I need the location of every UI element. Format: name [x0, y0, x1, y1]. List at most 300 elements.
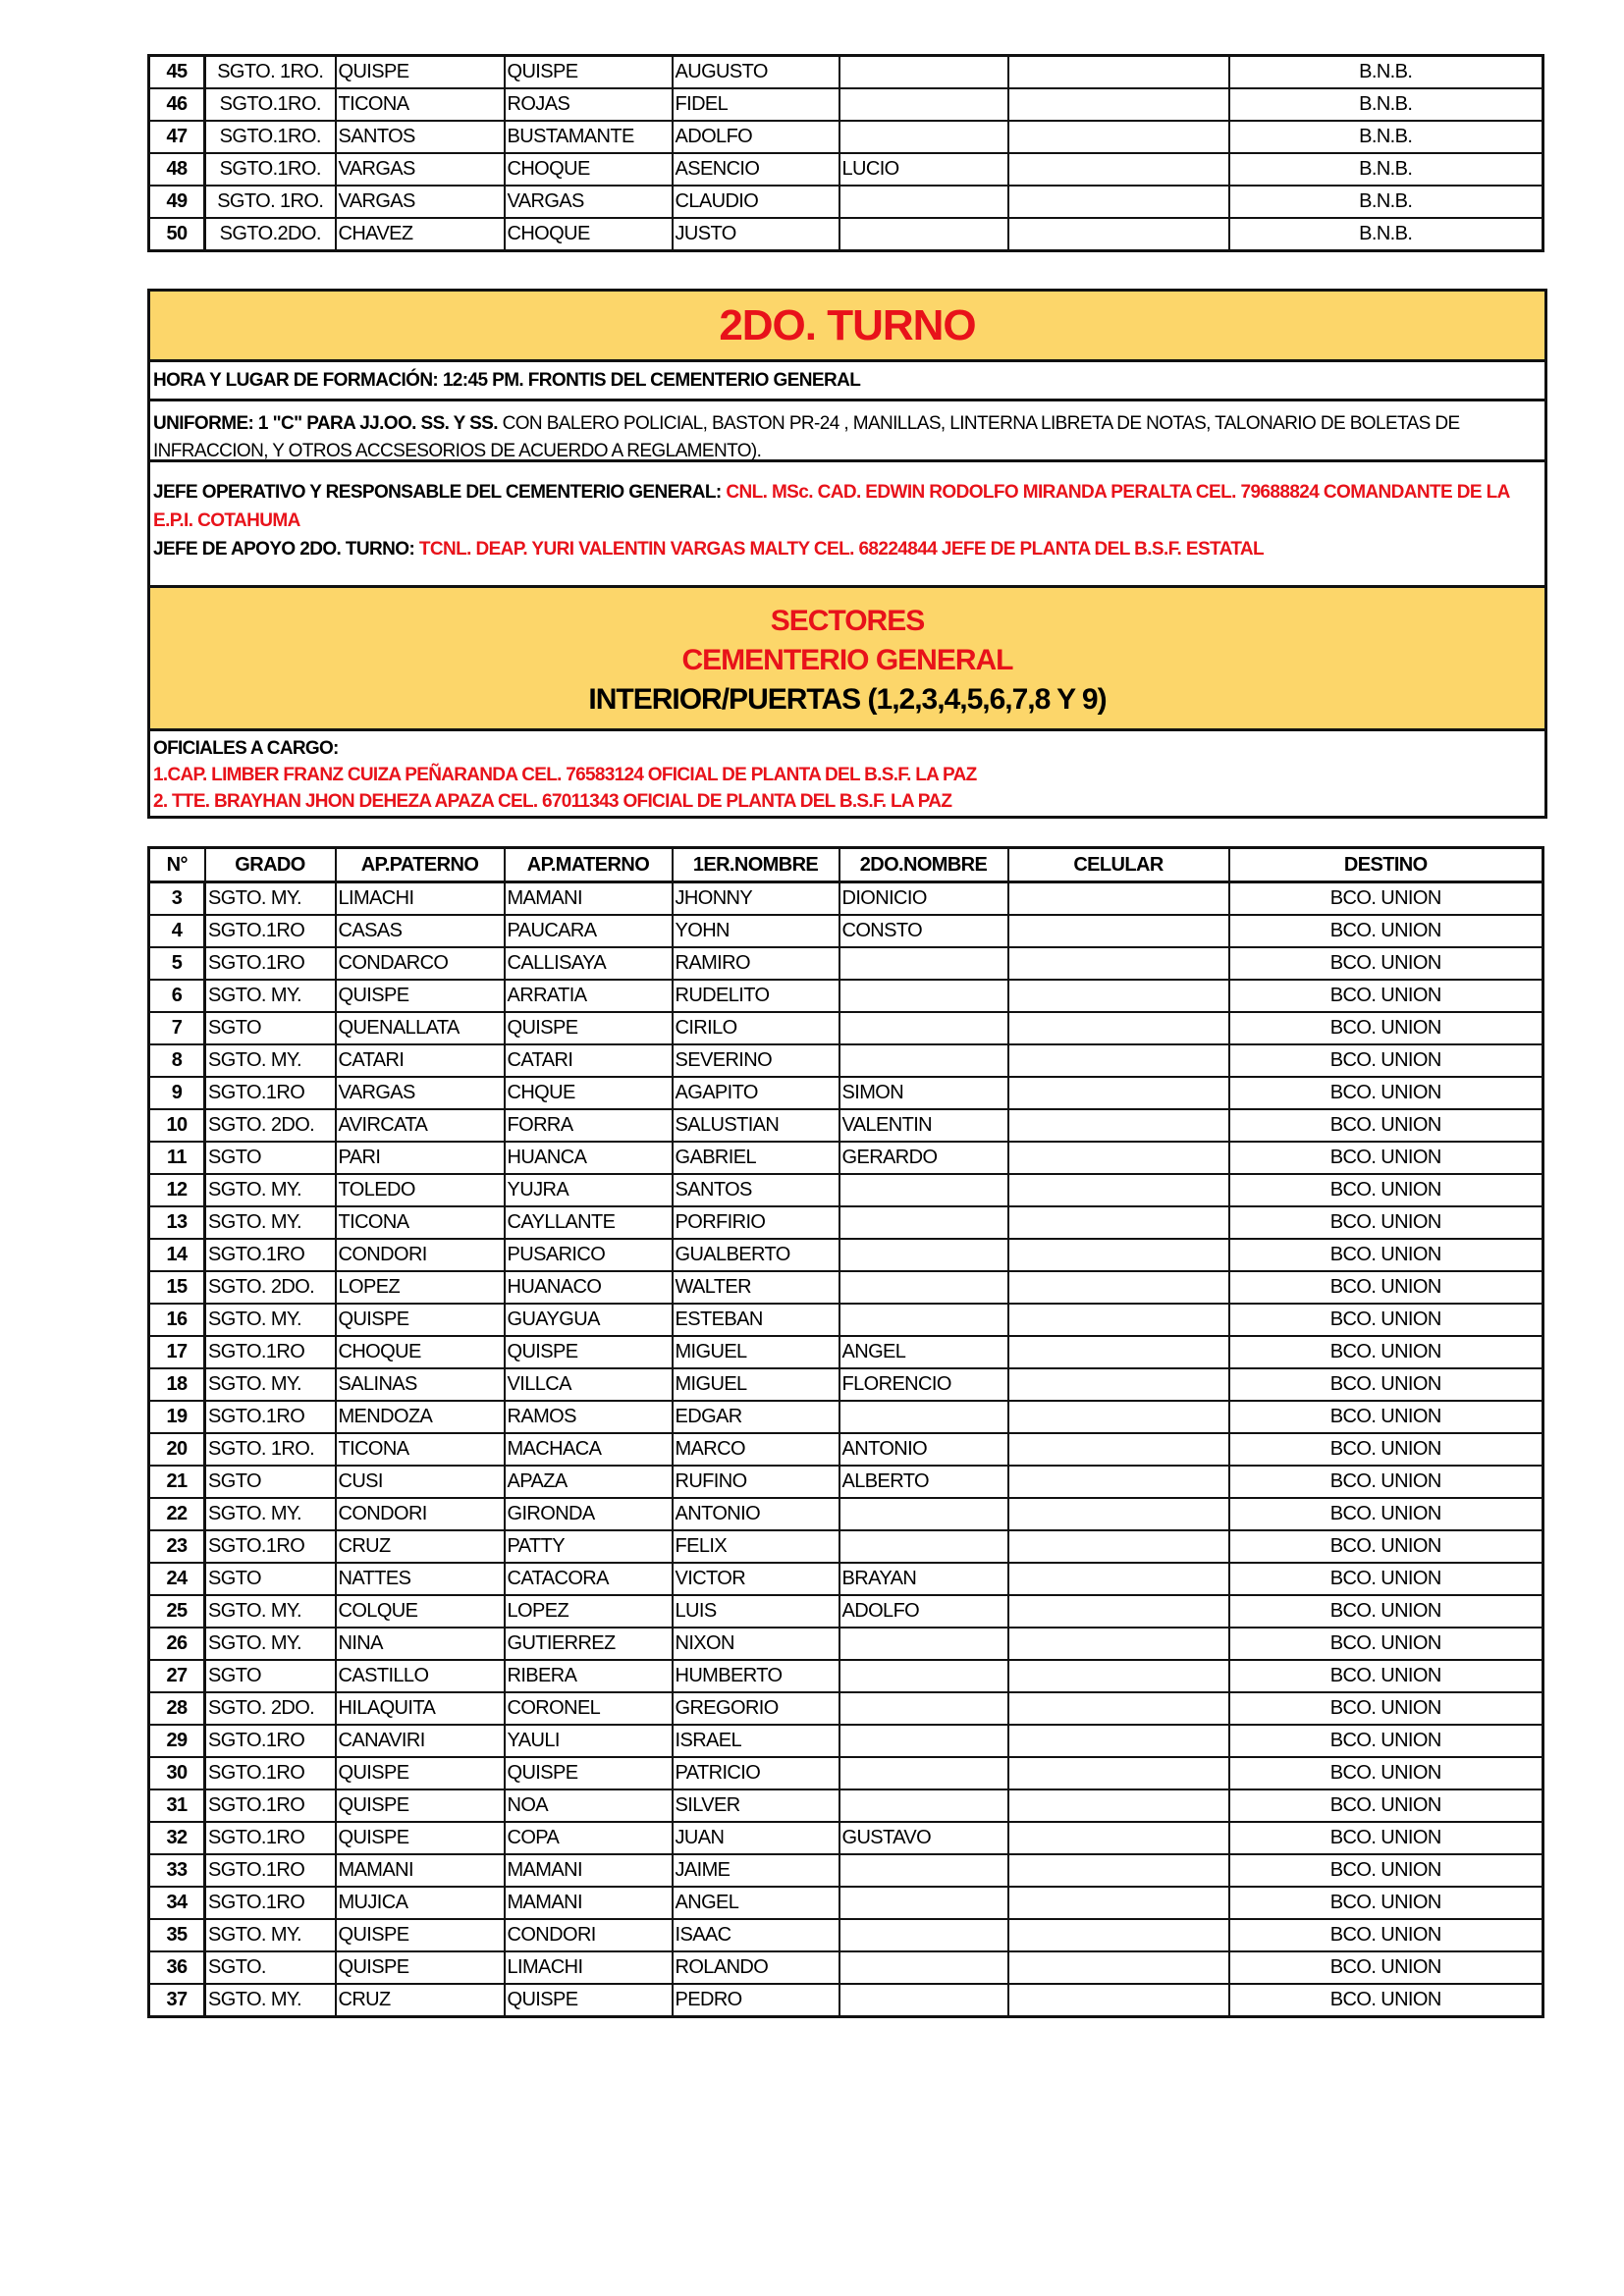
- second-name-cell: VALENTIN: [839, 1109, 1008, 1142]
- formation-time-place: HORA Y LUGAR DE FORMACIÓN: 12:45 PM. FRONTIS DEL CEMENTERIO GENERAL: [150, 362, 1544, 401]
- first-name-cell: YOHN: [673, 915, 839, 947]
- cellphone-cell: [1008, 1628, 1229, 1660]
- first-name-cell: SEVERINO: [673, 1044, 839, 1077]
- paternal-surname-cell: QUISPE: [336, 1951, 505, 1984]
- header-maternal-surname: AP.MATERNO: [505, 848, 673, 882]
- paternal-surname-cell: QUISPE: [336, 1789, 505, 1822]
- cellphone-cell: [1008, 915, 1229, 947]
- uniform-label: UNIFORME: 1 "C" PARA JJ.OO. SS. Y SS.: [153, 413, 498, 434]
- paternal-surname-cell: TOLEDO: [336, 1174, 505, 1206]
- destination-cell: B.N.B.: [1229, 218, 1543, 251]
- table-row: [149, 1789, 1543, 1822]
- second-name-cell: [839, 1660, 1008, 1692]
- first-name-cell: ISRAEL: [673, 1725, 839, 1757]
- grade-cell: SGTO.1RO: [205, 1336, 336, 1368]
- maternal-surname-cell: CORONEL: [505, 1692, 673, 1725]
- support-chief-label: JEFE DE APOYO 2DO. TURNO:: [153, 539, 419, 560]
- maternal-surname-cell: APAZA: [505, 1466, 673, 1498]
- header-first-name: 1ER.NOMBRE: [673, 848, 839, 882]
- maternal-surname-cell: VARGAS: [505, 186, 673, 218]
- table-row: [149, 1368, 1543, 1401]
- cellphone-cell: [1008, 1142, 1229, 1174]
- first-name-cell: ANGEL: [673, 1887, 839, 1919]
- row-number: 23: [149, 1530, 205, 1563]
- row-number: 37: [149, 1984, 205, 2017]
- first-name-cell: MARCO: [673, 1433, 839, 1466]
- maternal-surname-cell: CONDORI: [505, 1919, 673, 1951]
- cellphone-cell: [1008, 1336, 1229, 1368]
- row-number: 47: [149, 121, 205, 153]
- first-name-cell: GUALBERTO: [673, 1239, 839, 1271]
- grade-cell: SGTO. 1RO.: [205, 56, 336, 89]
- maternal-surname-cell: RAMOS: [505, 1401, 673, 1433]
- sector-name: CEMENTERIO GENERAL: [681, 644, 1013, 676]
- grade-cell: SGTO: [205, 1142, 336, 1174]
- table-row: [149, 1595, 1543, 1628]
- first-name-cell: GREGORIO: [673, 1692, 839, 1725]
- paternal-surname-cell: MENDOZA: [336, 1401, 505, 1433]
- cellphone-cell: [1008, 882, 1229, 916]
- table-row: [149, 980, 1543, 1012]
- table-row: [149, 186, 1543, 218]
- row-number: 35: [149, 1919, 205, 1951]
- grade-cell: SGTO.1RO: [205, 915, 336, 947]
- second-name-cell: [839, 56, 1008, 89]
- second-name-cell: [839, 1012, 1008, 1044]
- destination-cell: BCO. UNION: [1229, 1142, 1543, 1174]
- destination-cell: BCO. UNION: [1229, 1951, 1543, 1984]
- row-number: 20: [149, 1433, 205, 1466]
- cellphone-cell: [1008, 1401, 1229, 1433]
- first-name-cell: PATRICIO: [673, 1757, 839, 1789]
- table-row: [149, 1271, 1543, 1304]
- paternal-surname-cell: CONDORI: [336, 1239, 505, 1271]
- destination-cell: BCO. UNION: [1229, 915, 1543, 947]
- destination-cell: BCO. UNION: [1229, 1628, 1543, 1660]
- maternal-surname-cell: RIBERA: [505, 1660, 673, 1692]
- officers-in-charge: [150, 731, 1544, 819]
- grade-cell: SGTO.2DO.: [205, 218, 336, 251]
- cellphone-cell: [1008, 1174, 1229, 1206]
- destination-cell: B.N.B.: [1229, 56, 1543, 89]
- row-number: 33: [149, 1854, 205, 1887]
- destination-cell: BCO. UNION: [1229, 1368, 1543, 1401]
- destination-cell: BCO. UNION: [1229, 1336, 1543, 1368]
- grade-cell: SGTO.1RO: [205, 947, 336, 980]
- cellphone-cell: [1008, 1789, 1229, 1822]
- paternal-surname-cell: CRUZ: [336, 1530, 505, 1563]
- header-number: N°: [149, 848, 205, 882]
- row-number: 5: [149, 947, 205, 980]
- maternal-surname-cell: CALLISAYA: [505, 947, 673, 980]
- grade-cell: SGTO. 2DO.: [205, 1692, 336, 1725]
- second-name-cell: FLORENCIO: [839, 1368, 1008, 1401]
- first-name-cell: HUMBERTO: [673, 1660, 839, 1692]
- paternal-surname-cell: CANAVIRI: [336, 1725, 505, 1757]
- paternal-surname-cell: NINA: [336, 1628, 505, 1660]
- paternal-surname-cell: CHOQUE: [336, 1336, 505, 1368]
- maternal-surname-cell: BUSTAMANTE: [505, 121, 673, 153]
- shift-title: 2DO. TURNO: [150, 292, 1544, 362]
- paternal-surname-cell: MUJICA: [336, 1887, 505, 1919]
- first-name-cell: RUFINO: [673, 1466, 839, 1498]
- maternal-surname-cell: PATTY: [505, 1530, 673, 1563]
- row-number: 25: [149, 1595, 205, 1628]
- header-paternal-surname: AP.PATERNO: [336, 848, 505, 882]
- paternal-surname-cell: PARI: [336, 1142, 505, 1174]
- second-name-cell: [839, 980, 1008, 1012]
- destination-cell: BCO. UNION: [1229, 1271, 1543, 1304]
- second-name-cell: [839, 1530, 1008, 1563]
- paternal-surname-cell: MAMANI: [336, 1854, 505, 1887]
- paternal-surname-cell: QUISPE: [336, 1919, 505, 1951]
- paternal-surname-cell: VARGAS: [336, 153, 505, 186]
- maternal-surname-cell: PUSARICO: [505, 1239, 673, 1271]
- paternal-surname-cell: TICONA: [336, 1433, 505, 1466]
- maternal-surname-cell: HUANCA: [505, 1142, 673, 1174]
- second-shift-section: [147, 289, 1547, 819]
- cellphone-cell: [1008, 1595, 1229, 1628]
- row-number: 9: [149, 1077, 205, 1109]
- maternal-surname-cell: QUISPE: [505, 1336, 673, 1368]
- destination-cell: BCO. UNION: [1229, 1206, 1543, 1239]
- second-name-cell: [839, 218, 1008, 251]
- grade-cell: SGTO.1RO.: [205, 88, 336, 121]
- roster-table: [147, 846, 1544, 2018]
- paternal-surname-cell: SANTOS: [336, 121, 505, 153]
- row-number: 24: [149, 1563, 205, 1595]
- table-row: [149, 1984, 1543, 2017]
- maternal-surname-cell: MAMANI: [505, 882, 673, 916]
- second-name-cell: [839, 1206, 1008, 1239]
- first-name-cell: CIRILO: [673, 1012, 839, 1044]
- grade-cell: SGTO. MY.: [205, 1919, 336, 1951]
- destination-cell: BCO. UNION: [1229, 1174, 1543, 1206]
- cellphone-cell: [1008, 1368, 1229, 1401]
- table-row: [149, 947, 1543, 980]
- destination-cell: BCO. UNION: [1229, 882, 1543, 916]
- paternal-surname-cell: QUISPE: [336, 1822, 505, 1854]
- second-name-cell: [839, 1401, 1008, 1433]
- cellphone-cell: [1008, 153, 1229, 186]
- cellphone-cell: [1008, 56, 1229, 89]
- grade-cell: SGTO. 1RO.: [205, 1433, 336, 1466]
- row-number: 30: [149, 1757, 205, 1789]
- row-number: 6: [149, 980, 205, 1012]
- maternal-surname-cell: GIRONDA: [505, 1498, 673, 1530]
- row-number: 27: [149, 1660, 205, 1692]
- maternal-surname-cell: GUAYGUA: [505, 1304, 673, 1336]
- paternal-surname-cell: VARGAS: [336, 1077, 505, 1109]
- table-row: [149, 1951, 1543, 1984]
- row-number: 7: [149, 1012, 205, 1044]
- grade-cell: SGTO.1RO: [205, 1725, 336, 1757]
- first-name-cell: JAIME: [673, 1854, 839, 1887]
- destination-cell: BCO. UNION: [1229, 1401, 1543, 1433]
- first-name-cell: SALUSTIAN: [673, 1109, 839, 1142]
- destination-cell: BCO. UNION: [1229, 1466, 1543, 1498]
- second-name-cell: ALBERTO: [839, 1466, 1008, 1498]
- grade-cell: SGTO.1RO: [205, 1239, 336, 1271]
- second-name-cell: [839, 1239, 1008, 1271]
- grade-cell: SGTO: [205, 1466, 336, 1498]
- destination-cell: BCO. UNION: [1229, 1044, 1543, 1077]
- maternal-surname-cell: PAUCARA: [505, 915, 673, 947]
- support-chief-value: TCNL. DEAP. YURI VALENTIN VARGAS MALTY CEL. 68224844 JEFE DE PLANTA DEL B.S.F. ESTATAL: [418, 539, 1265, 560]
- cellphone-cell: [1008, 186, 1229, 218]
- sectors-header: [150, 588, 1544, 731]
- grade-cell: SGTO.1RO: [205, 1077, 336, 1109]
- cellphone-cell: [1008, 1206, 1229, 1239]
- cellphone-cell: [1008, 1725, 1229, 1757]
- table-row: [149, 1077, 1543, 1109]
- paternal-surname-cell: CHAVEZ: [336, 218, 505, 251]
- second-name-cell: [839, 1628, 1008, 1660]
- grade-cell: SGTO. MY.: [205, 1206, 336, 1239]
- destination-cell: BCO. UNION: [1229, 1725, 1543, 1757]
- first-name-cell: GABRIEL: [673, 1142, 839, 1174]
- first-name-cell: NIXON: [673, 1628, 839, 1660]
- second-name-cell: LUCIO: [839, 153, 1008, 186]
- row-number: 21: [149, 1466, 205, 1498]
- first-name-cell: MIGUEL: [673, 1336, 839, 1368]
- destination-cell: BCO. UNION: [1229, 980, 1543, 1012]
- second-name-cell: DIONICIO: [839, 882, 1008, 916]
- row-number: 49: [149, 186, 205, 218]
- table-row: [149, 1563, 1543, 1595]
- first-name-cell: CLAUDIO: [673, 186, 839, 218]
- row-number: 22: [149, 1498, 205, 1530]
- grade-cell: SGTO. MY.: [205, 1498, 336, 1530]
- grade-cell: SGTO.1RO.: [205, 153, 336, 186]
- maternal-surname-cell: QUISPE: [505, 56, 673, 89]
- first-name-cell: JHONNY: [673, 882, 839, 916]
- destination-cell: BCO. UNION: [1229, 1012, 1543, 1044]
- cellphone-cell: [1008, 88, 1229, 121]
- table-row: [149, 1530, 1543, 1563]
- maternal-surname-cell: ARRATIA: [505, 980, 673, 1012]
- destination-cell: BCO. UNION: [1229, 1595, 1543, 1628]
- paternal-surname-cell: QUISPE: [336, 1757, 505, 1789]
- grade-cell: SGTO. MY.: [205, 1044, 336, 1077]
- table-row: [149, 1174, 1543, 1206]
- table-row: [149, 1044, 1543, 1077]
- second-name-cell: [839, 1789, 1008, 1822]
- grade-cell: SGTO: [205, 1012, 336, 1044]
- cellphone-cell: [1008, 1239, 1229, 1271]
- cellphone-cell: [1008, 1563, 1229, 1595]
- paternal-surname-cell: LOPEZ: [336, 1271, 505, 1304]
- grade-cell: SGTO. MY.: [205, 980, 336, 1012]
- destination-cell: BCO. UNION: [1229, 1887, 1543, 1919]
- destination-cell: B.N.B.: [1229, 121, 1543, 153]
- cellphone-cell: [1008, 1660, 1229, 1692]
- first-name-cell: SILVER: [673, 1789, 839, 1822]
- row-number: 3: [149, 882, 205, 916]
- destination-cell: BCO. UNION: [1229, 1692, 1543, 1725]
- maternal-surname-cell: GUTIERREZ: [505, 1628, 673, 1660]
- row-number: 46: [149, 88, 205, 121]
- previous-roster-table: [147, 54, 1544, 252]
- first-name-cell: PEDRO: [673, 1984, 839, 2017]
- cellphone-cell: [1008, 1012, 1229, 1044]
- paternal-surname-cell: TICONA: [336, 1206, 505, 1239]
- destination-cell: BCO. UNION: [1229, 1530, 1543, 1563]
- grade-cell: SGTO: [205, 1563, 336, 1595]
- operational-chief-label: JEFE OPERATIVO Y RESPONSABLE DEL CEMENTERIO GENERAL:: [153, 482, 727, 503]
- destination-cell: BCO. UNION: [1229, 1498, 1543, 1530]
- second-name-cell: [839, 1174, 1008, 1206]
- operational-chief-value: CNL. MSc. CAD. EDWIN RODOLFO MIRANDA PERALTA CEL. 79688824 COMANDANTE DE LA E.P.I. COTAHUMA: [153, 482, 1510, 531]
- table-row: [149, 121, 1543, 153]
- destination-cell: B.N.B.: [1229, 186, 1543, 218]
- grade-cell: SGTO.1RO: [205, 1887, 336, 1919]
- maternal-surname-cell: CHQUE: [505, 1077, 673, 1109]
- grade-cell: SGTO. MY.: [205, 1628, 336, 1660]
- cellphone-cell: [1008, 1919, 1229, 1951]
- grade-cell: SGTO: [205, 1660, 336, 1692]
- grade-cell: SGTO. MY.: [205, 1368, 336, 1401]
- destination-cell: BCO. UNION: [1229, 1433, 1543, 1466]
- first-name-cell: JUAN: [673, 1822, 839, 1854]
- second-name-cell: [839, 1304, 1008, 1336]
- first-name-cell: FELIX: [673, 1530, 839, 1563]
- maternal-surname-cell: QUISPE: [505, 1757, 673, 1789]
- second-name-cell: [839, 186, 1008, 218]
- row-number: 34: [149, 1887, 205, 1919]
- row-number: 31: [149, 1789, 205, 1822]
- paternal-surname-cell: HILAQUITA: [336, 1692, 505, 1725]
- cellphone-cell: [1008, 1530, 1229, 1563]
- paternal-surname-cell: LIMACHI: [336, 882, 505, 916]
- row-number: 16: [149, 1304, 205, 1336]
- grade-cell: SGTO. MY.: [205, 1174, 336, 1206]
- first-name-cell: RUDELITO: [673, 980, 839, 1012]
- cellphone-cell: [1008, 1077, 1229, 1109]
- maternal-surname-cell: COPA: [505, 1822, 673, 1854]
- paternal-surname-cell: QUISPE: [336, 980, 505, 1012]
- table-row: [149, 882, 1543, 916]
- roster-section: [147, 846, 1542, 2018]
- paternal-surname-cell: CUSI: [336, 1466, 505, 1498]
- maternal-surname-cell: VILLCA: [505, 1368, 673, 1401]
- second-name-cell: [839, 1854, 1008, 1887]
- table-row: [149, 218, 1543, 251]
- destination-cell: BCO. UNION: [1229, 1077, 1543, 1109]
- row-number: 10: [149, 1109, 205, 1142]
- second-name-cell: ANTONIO: [839, 1433, 1008, 1466]
- cellphone-cell: [1008, 1951, 1229, 1984]
- second-name-cell: [839, 1887, 1008, 1919]
- destination-cell: BCO. UNION: [1229, 1563, 1543, 1595]
- second-name-cell: CONSTO: [839, 915, 1008, 947]
- table-row: [149, 153, 1543, 186]
- table-row: [149, 1692, 1543, 1725]
- table-row: [149, 1206, 1543, 1239]
- row-number: 19: [149, 1401, 205, 1433]
- uniform-info: [150, 401, 1544, 462]
- grade-cell: SGTO. 2DO.: [205, 1109, 336, 1142]
- row-number: 36: [149, 1951, 205, 1984]
- officer-item: 1.CAP. LIMBER FRANZ CUIZA PEÑARANDA CEL. 76583124 OFICIAL DE PLANTA DEL B.S.F. LA PAZ: [153, 765, 977, 785]
- row-number: 28: [149, 1692, 205, 1725]
- first-name-cell: ASENCIO: [673, 153, 839, 186]
- maternal-surname-cell: LOPEZ: [505, 1595, 673, 1628]
- destination-cell: BCO. UNION: [1229, 1660, 1543, 1692]
- maternal-surname-cell: YUJRA: [505, 1174, 673, 1206]
- maternal-surname-cell: CHOQUE: [505, 218, 673, 251]
- maternal-surname-cell: LIMACHI: [505, 1951, 673, 1984]
- grade-cell: SGTO.1RO: [205, 1757, 336, 1789]
- table-row: [149, 1304, 1543, 1336]
- cellphone-cell: [1008, 1822, 1229, 1854]
- header-grade: GRADO: [205, 848, 336, 882]
- first-name-cell: MIGUEL: [673, 1368, 839, 1401]
- table-row: [149, 1757, 1543, 1789]
- first-name-cell: JUSTO: [673, 218, 839, 251]
- header-second-name: 2DO.NOMBRE: [839, 848, 1008, 882]
- table-row: [149, 1466, 1543, 1498]
- paternal-surname-cell: QUISPE: [336, 56, 505, 89]
- maternal-surname-cell: FORRA: [505, 1109, 673, 1142]
- destination-cell: BCO. UNION: [1229, 1822, 1543, 1854]
- sectors-title: SECTORES: [770, 605, 925, 637]
- cellphone-cell: [1008, 1498, 1229, 1530]
- sector-detail: INTERIOR/PUERTAS (1,2,3,4,5,6,7,8 Y 9): [588, 683, 1107, 716]
- grade-cell: SGTO. 2DO.: [205, 1271, 336, 1304]
- grade-cell: SGTO. MY.: [205, 1984, 336, 2017]
- table-row: [149, 1012, 1543, 1044]
- cellphone-cell: [1008, 1984, 1229, 2017]
- destination-cell: B.N.B.: [1229, 153, 1543, 186]
- paternal-surname-cell: CASAS: [336, 915, 505, 947]
- paternal-surname-cell: SALINAS: [336, 1368, 505, 1401]
- cellphone-cell: [1008, 1304, 1229, 1336]
- cellphone-cell: [1008, 1854, 1229, 1887]
- grade-cell: SGTO. 1RO.: [205, 186, 336, 218]
- maternal-surname-cell: QUISPE: [505, 1984, 673, 2017]
- second-name-cell: [839, 1919, 1008, 1951]
- destination-cell: BCO. UNION: [1229, 1984, 1543, 2017]
- second-name-cell: [839, 1951, 1008, 1984]
- table-row: [149, 56, 1543, 89]
- table-row: [149, 1660, 1543, 1692]
- destination-cell: BCO. UNION: [1229, 1109, 1543, 1142]
- row-number: 13: [149, 1206, 205, 1239]
- header-destination: DESTINO: [1229, 848, 1543, 882]
- row-number: 17: [149, 1336, 205, 1368]
- maternal-surname-cell: ROJAS: [505, 88, 673, 121]
- cellphone-cell: [1008, 1466, 1229, 1498]
- paternal-surname-cell: VARGAS: [336, 186, 505, 218]
- maternal-surname-cell: CAYLLANTE: [505, 1206, 673, 1239]
- cellphone-cell: [1008, 121, 1229, 153]
- uniform-text: CON BALERO POLICIAL, BASTON PR-24 , MANILLAS, LINTERNA LIBRETA DE NOTAS, TALONARIO DE BOLETAS DE INFRACCION, Y OTROS ACCSESORIOS DE ACUERDO A REGLAMENTO).: [153, 413, 1460, 461]
- paternal-surname-cell: AVIRCATA: [336, 1109, 505, 1142]
- row-number: 11: [149, 1142, 205, 1174]
- cellphone-cell: [1008, 1109, 1229, 1142]
- row-number: 29: [149, 1725, 205, 1757]
- first-name-cell: RAMIRO: [673, 947, 839, 980]
- paternal-surname-cell: CONDARCO: [336, 947, 505, 980]
- cellphone-cell: [1008, 218, 1229, 251]
- cellphone-cell: [1008, 1692, 1229, 1725]
- officer-item: 2. TTE. BRAYHAN JHON DEHEZA APAZA CEL. 67011343 OFICIAL DE PLANTA DEL B.S.F. LA PAZ: [153, 791, 952, 812]
- first-name-cell: AGAPITO: [673, 1077, 839, 1109]
- second-name-cell: BRAYAN: [839, 1563, 1008, 1595]
- second-name-cell: [839, 88, 1008, 121]
- maternal-surname-cell: CATARI: [505, 1044, 673, 1077]
